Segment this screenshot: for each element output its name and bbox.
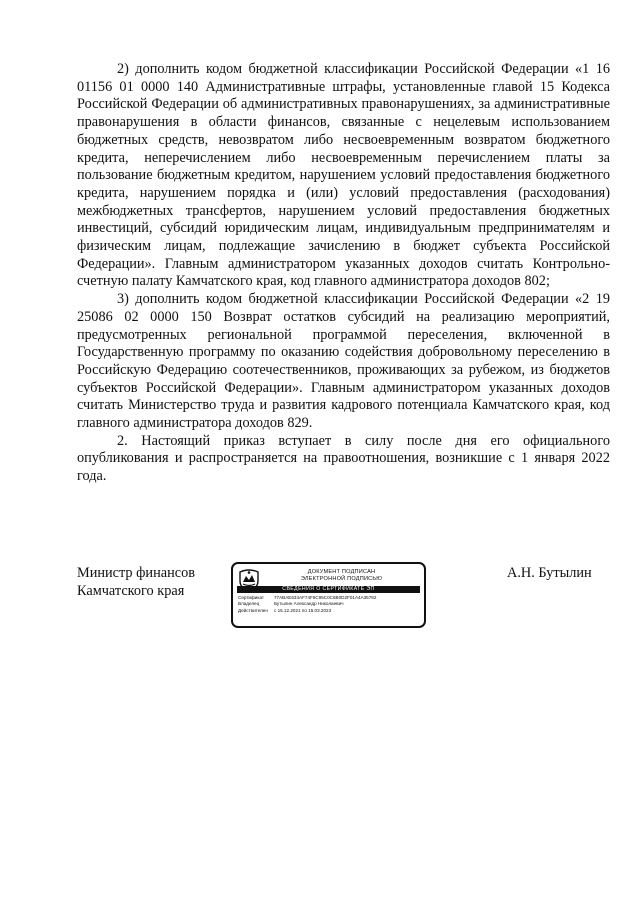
- stamp-band: СВЕДЕНИЯ О СЕРТИФИКАТЕ ЭП: [237, 586, 420, 593]
- stamp-row-key: Действителен: [238, 607, 268, 613]
- signer-position: [77, 565, 195, 600]
- stamp-title-line1: ДОКУМЕНТ ПОДПИСАН: [307, 569, 376, 575]
- stamp-row-validity: [238, 608, 420, 614]
- paragraph-item-3: 3) дополнить кодом бюджетной классификации Российской Федерации «2 19 25086 02 0000 150 Возврат остатков субсидий на реализацию мероприятий, предусмотренных региональной программой переселения, включенной в Государственную программу по оказанию содействия добровольному переселению в Российскую Федерацию соотечественников, проживающих за рубежом, из бюджетов субъектов Российской Федерации». Главным администратором указанных доходов считать Министерство труда и развития кадрового потенциала Камчатского края, код главного администратора доходов 829.: [77, 291, 610, 432]
- stamp-row-key: Владелец: [238, 601, 260, 607]
- stamp-row-value: Бутылин Александр Николаевич: [274, 601, 344, 607]
- stamp-row-key: Сертификат: [238, 595, 265, 600]
- paragraph-item-2: 2) дополнить кодом бюджетной классификации Российской Федерации «1 16 01156 01 0000 140 Административные штрафы, установленные главой 15 Кодекса Российской Федерации об административных правонарушениях, за административные правонарушения в области финансов, связанные с нецелевым использованием бюджетных средств, невозвратом либо несвоевременным возвратом бюджетного кредита, неперечислением либо несвоевременным перечислением платы за пользование бюджетным кредитом, нарушением условий предоставления бюджетного кредита, нарушением порядка и (или) условий предоставления (расходования) межбюджетных трансфертов, нарушением условий предоставления бюджетных инвестиций, субсидий юридическим лицам, индивидуальным предпринимателям и физическим лицам, подлежащие зачислению в бюджет субъекта Российской Федерации». Главным администратором указанных доходов считать Контрольно-счетную палату Камчатского края, код главного администратора доходов 802;: [77, 61, 610, 290]
- electronic-signature-stamp: [231, 562, 426, 628]
- stamp-details: [238, 595, 420, 614]
- signer-position-line1: Министр финансов: [77, 565, 195, 581]
- signer-name: А.Н. Бутылин: [507, 565, 592, 581]
- paragraph-effective-date: 2. Настоящий приказ вступает в силу после дня его официального опубликования и распространяется на правоотношения, возникшие с 1 января 2022 года.: [77, 432, 610, 485]
- document-body: [77, 61, 610, 486]
- stamp-row-value: с 15.12.2021 по 15.03.2023: [274, 607, 332, 613]
- signer-position-line2: Камчатского края: [77, 582, 185, 599]
- stamp-title-line2: ЭЛЕКТРОННОЙ ПОДПИСЬЮ: [300, 576, 383, 582]
- stamp-row-value: 77ABAE634AF74F8C95C0C6B0D2F01A4A35782: [274, 595, 377, 600]
- stamp-title: [263, 569, 420, 583]
